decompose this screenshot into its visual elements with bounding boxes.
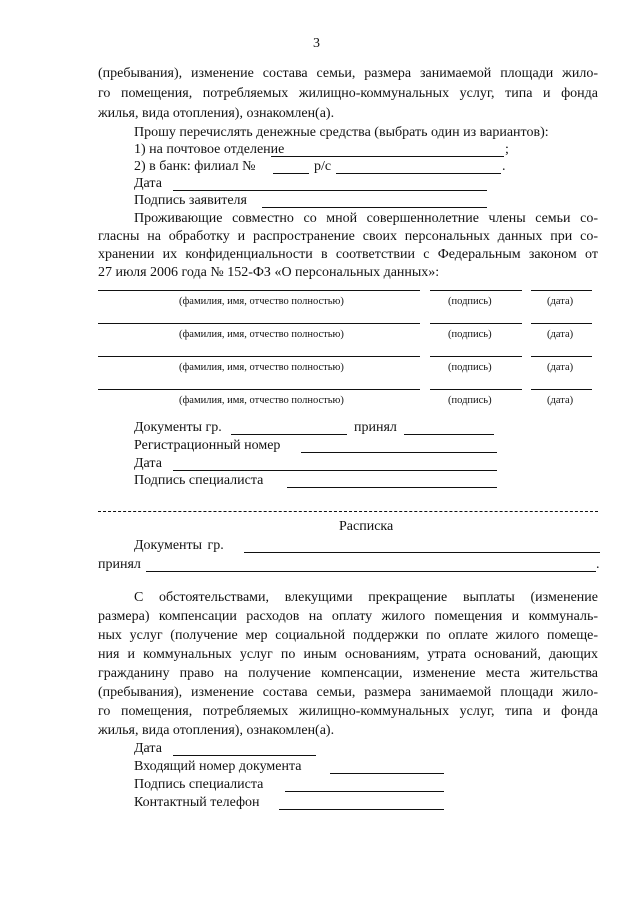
option-bank-label: 2) в банк: филиал №: [134, 159, 256, 174]
option-post-office-end: ;: [505, 142, 509, 157]
date-caption: (дата): [547, 395, 574, 406]
name-caption: (фамилия, имя, отчество полностью): [179, 362, 344, 373]
member-signature-field[interactable]: [430, 323, 522, 324]
receipt-docs-label: Документы гр.: [134, 538, 224, 553]
date-field[interactable]: [173, 190, 487, 191]
option-post-office-label: 1) на почтовое отделение: [134, 142, 285, 157]
member-signature-field[interactable]: [430, 356, 522, 357]
account-label: р/с: [314, 159, 332, 174]
receipt-text-line: размера) компенсации расходов на оплату жилого помещения и коммуналь-: [98, 609, 598, 624]
signature-caption: (подпись): [448, 362, 492, 373]
receipt-accepted-label: принял: [98, 557, 141, 572]
consent-line: хранении их конфиденциальности в соответствии с Федеральным законом от: [98, 247, 598, 262]
post-office-field[interactable]: [271, 156, 504, 157]
phone-label: Контактный телефон: [134, 795, 260, 810]
member-signature-field[interactable]: [430, 290, 522, 291]
accepted-by-field[interactable]: [404, 434, 494, 435]
receipt-accepted-field[interactable]: [146, 571, 596, 572]
bank-branch-field[interactable]: [273, 173, 309, 174]
receipt-accepted-end: .: [596, 557, 600, 572]
receipt-date-label: Дата: [134, 741, 162, 756]
cut-line: [98, 511, 598, 512]
acceptance-date-label: Дата: [134, 456, 162, 471]
date-caption: (дата): [547, 329, 574, 340]
date-caption: (дата): [547, 296, 574, 307]
receipt-text-line: С обстоятельствами, влекущими прекращение выплаты (изменение: [134, 590, 598, 605]
member-date-field[interactable]: [531, 389, 592, 390]
consent-line: 27 июля 2006 года № 152-ФЗ «О персональных данных»:: [98, 265, 440, 280]
consent-line: Проживающие совместно со мной совершеннолетние члены семьи со-: [134, 211, 598, 226]
specialist-signature-field[interactable]: [287, 487, 497, 488]
date-label: Дата: [134, 176, 162, 191]
date-caption: (дата): [547, 362, 574, 373]
receipt-text-line: ния и коммунальных услуг по иным основаниям, утрата оснований, дающих: [98, 647, 598, 662]
incoming-number-label: Входящий номер документа: [134, 759, 302, 774]
receipt-text-line: ных услуг (получение мер социальной поддержки по оплате жилого помеще-: [98, 628, 598, 643]
bank-account-field[interactable]: [336, 173, 501, 174]
consent-line: гласны на обработку и распространение своих персональных данных при со-: [98, 229, 598, 244]
member-date-field[interactable]: [531, 323, 592, 324]
receipt-docs-field[interactable]: [244, 552, 600, 553]
reg-number-field[interactable]: [301, 452, 497, 453]
member-name-field[interactable]: [98, 389, 420, 390]
accepted-label: принял: [354, 420, 397, 435]
name-caption: (фамилия, имя, отчество полностью): [179, 329, 344, 340]
receipt-specialist-label: Подпись специалиста: [134, 777, 264, 792]
applicant-signature-label: Подпись заявителя: [134, 193, 247, 208]
member-date-field[interactable]: [531, 356, 592, 357]
receipt-text-line: гражданину право на получение компенсации, изменение места жительства: [98, 666, 598, 681]
page-number: 3: [313, 36, 320, 51]
incoming-number-field[interactable]: [330, 773, 444, 774]
reg-number-label: Регистрационный номер: [134, 438, 281, 453]
receipt-title: Расписка: [339, 519, 394, 534]
option-bank-end: .: [502, 159, 506, 174]
text-line: жилья, вида отопления), ознакомлен(а).: [98, 106, 335, 121]
specialist-signature-label: Подпись специалиста: [134, 473, 264, 488]
signature-caption: (подпись): [448, 395, 492, 406]
member-signature-field[interactable]: [430, 389, 522, 390]
text-line: (пребывания), изменение состава семьи, размера занимаемой площади жило-: [98, 66, 598, 81]
name-caption: (фамилия, имя, отчество полностью): [179, 395, 344, 406]
receipt-text-line: го помещения, потребляемых жилищно-коммунальных услуг, типа и фонда: [98, 704, 598, 719]
signature-caption: (подпись): [448, 329, 492, 340]
member-name-field[interactable]: [98, 356, 420, 357]
text-line: го помещения, потребляемых жилищно-коммунальных услуг, типа и фонда: [98, 86, 598, 101]
payment-intro: Прошу перечислять денежные средства (выбрать один из вариантов):: [134, 125, 549, 140]
signature-caption: (подпись): [448, 296, 492, 307]
member-name-field[interactable]: [98, 290, 420, 291]
receipt-text-line: жилья, вида отопления), ознакомлен(а).: [98, 723, 335, 738]
acceptance-date-field[interactable]: [173, 470, 497, 471]
receipt-date-field[interactable]: [173, 755, 316, 756]
docs-label: Документы гр.: [134, 420, 222, 435]
name-caption: (фамилия, имя, отчество полностью): [179, 296, 344, 307]
phone-field[interactable]: [279, 809, 444, 810]
docs-citizen-field[interactable]: [231, 434, 347, 435]
member-date-field[interactable]: [531, 290, 592, 291]
applicant-signature-field[interactable]: [262, 207, 487, 208]
member-name-field[interactable]: [98, 323, 420, 324]
receipt-text-line: (пребывания), изменение состава семьи, размера занимаемой площади жило-: [98, 685, 598, 700]
receipt-specialist-field[interactable]: [285, 791, 444, 792]
